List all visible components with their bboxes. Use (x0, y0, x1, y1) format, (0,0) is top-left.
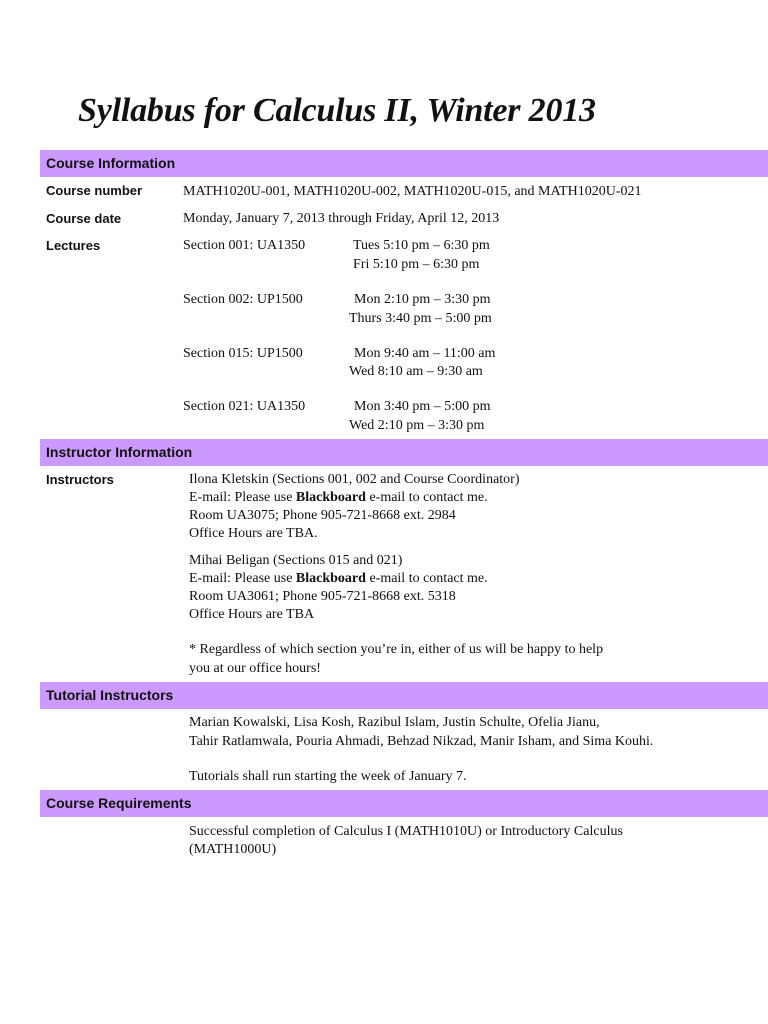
tutorial-instructors-list: Tahir Ratlamwala, Pouria Ahmadi, Behzad Nikzad, Manir Isham, and Sima Kouhi. (189, 734, 654, 749)
lecture-section-002: Section 002: UP1500 (183, 292, 303, 307)
requirements-text: Successful completion of Calculus I (MATH1010U) or Introductory Calculus (189, 824, 623, 839)
section-header-tutorial-instructors: Tutorial Instructors (40, 682, 768, 709)
course-number-value: MATH1020U-001, MATH1020U-002, MATH1020U-015, and MATH1020U-021 (183, 184, 642, 199)
instructor-note: you at our office hours! (189, 661, 321, 676)
lecture-section-021: Section 021: UA1350 (183, 399, 306, 414)
tutorial-instructors-list: Marian Kowalski, Lisa Kosh, Razibul Islam, Justin Schulte, Ofelia Jianu, (189, 715, 600, 730)
email-text: e-mail to contact me. (365, 571, 488, 586)
label-instructors: Instructors (46, 472, 114, 487)
email-text: e-mail to contact me. (365, 490, 488, 505)
instructor2-email (189, 570, 488, 588)
lecture-section-001: Section 001: UA1350 (183, 238, 306, 253)
lecture-time: Mon 2:10 pm – 3:30 pm (354, 292, 491, 307)
page-title: Syllabus for Calculus II, Winter 2013 (78, 92, 596, 129)
instructor2-name: Mihai Beligan (Sections 015 and 021) (189, 553, 403, 568)
requirements-text: (MATH1000U) (189, 842, 277, 857)
label-lectures: Lectures (46, 238, 101, 253)
blackboard-emphasis: Blackboard (295, 490, 366, 505)
label-course-number: Course number (46, 183, 143, 198)
lecture-time: Thurs 3:40 pm – 5:00 pm (349, 311, 492, 326)
lecture-time: Mon 3:40 pm – 5:00 pm (354, 399, 491, 414)
instructor-note: * Regardless of which section you’re in, either of us will be happy to help (189, 642, 604, 657)
email-text: E-mail: Please use (189, 490, 296, 505)
instructor1-email (189, 489, 488, 507)
tutorial-start-note: Tutorials shall run starting the week of January 7. (189, 769, 467, 784)
instructor1-hours: Office Hours are TBA. (189, 526, 318, 541)
lecture-section-015: Section 015: UP1500 (183, 346, 303, 361)
instructor2-room: Room UA3061; Phone 905-721-8668 ext. 5318 (189, 589, 456, 604)
section-header-course-requirements: Course Requirements (40, 790, 768, 817)
section-header-instructor-information: Instructor Information (40, 439, 768, 466)
blackboard-emphasis: Blackboard (295, 571, 366, 586)
section-header-course-information: Course Information (40, 150, 768, 177)
lecture-time: Tues 5:10 pm – 6:30 pm (353, 238, 490, 253)
instructor1-room: Room UA3075; Phone 905-721-8668 ext. 2984 (189, 508, 456, 523)
lecture-time: Wed 2:10 pm – 3:30 pm (349, 418, 485, 433)
instructor2-hours: Office Hours are TBA (189, 607, 315, 622)
lecture-time: Wed 8:10 am – 9:30 am (349, 364, 483, 379)
email-text: E-mail: Please use (189, 571, 296, 586)
lecture-time: Mon 9:40 am – 11:00 am (354, 346, 496, 361)
instructor1-name: Ilona Kletskin (Sections 001, 002 and Course Coordinator) (189, 472, 520, 487)
label-course-date: Course date (46, 211, 122, 226)
lecture-time: Fri 5:10 pm – 6:30 pm (353, 257, 480, 272)
course-date-value: Monday, January 7, 2013 through Friday, April 12, 2013 (183, 211, 500, 226)
